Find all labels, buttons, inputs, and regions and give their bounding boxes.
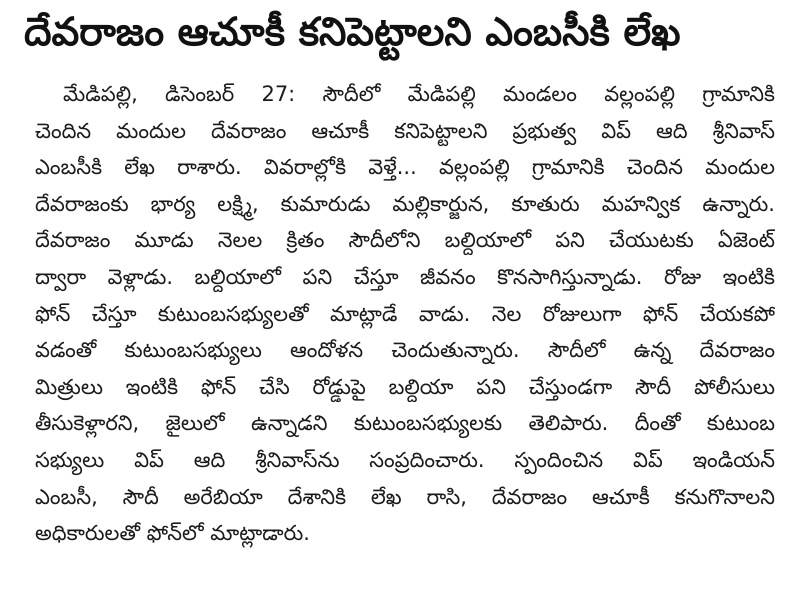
article-line: మేడిపల్లి, డిసెంబర్ 27: సౌదీలో మేడిపల్లి మండలం వల్లంపల్లి గ్రామానికి xyxy=(63,82,775,106)
article-line: ఎంబసీ, సౌదీ అరేబియా దేశానికి లేఖ రాసి, దేవరాజం ఆచూకీ కనుగొనాలని xyxy=(35,484,775,509)
article-line: మిత్రులు ఇంటికి ఫోన్ చేసి రోడ్డుపై బల్దియా పని చేస్తుండగా సౌదీ పోలీసులు xyxy=(35,374,775,399)
article-line: వడంతో కుటుంబసభ్యులు ఆందోళన చెందుతున్నారు. సౌదీలో ఉన్న దేవరాజం xyxy=(35,338,775,363)
article-line: దేవరాజంకు భార్య లక్ష్మి, కుమారుడు మల్లికార్జున, కూతురు మహన్విక ఉన్నారు. xyxy=(35,191,775,216)
article-headline: దేవరాజం ఆచూకీ కనిపెట్టాలని ఎంబసీకి లేఖ xyxy=(24,10,681,55)
article-line: ద్వారా వెళ్లాడు. బల్దియాలో పని చేస్తూ జీవనం కొనసాగిస్తున్నాడు. రోజు ఇంటికి xyxy=(35,264,775,289)
article-line: దేవరాజం మూడు నెలల క్రితం సౌదీలోని బల్దియాలో పని చేయుటకు ఏజెంట్ xyxy=(35,228,775,253)
article-line: అధికారులతో ఫోన్‌లో మాట్లాడారు. xyxy=(35,521,310,546)
article-line: తీసుకెళ్లారని, జైలులో ఉన్నాడని కుటుంబసభ్యులకు తెలిపారు. దీంతో కుటుంబ xyxy=(35,411,775,436)
article-line: సభ్యులు విప్ ఆది శ్రీనివాస్‌ను సంప్రదించారు. స్పందించిన విప్ ఇండియన్ xyxy=(35,447,775,472)
article-line: ఫోన్ చేస్తూ కుటుంబసభ్యులతో మాట్లాడే వాడు. నెల రోజులుగా ఫోన్ చేయకపో xyxy=(35,301,775,326)
article-line: చెందిన మందుల దేవరాజం ఆచూకీ కనిపెట్టాలని ప్రభుత్వ విప్ ఆది శ్రీనివాస్ xyxy=(35,118,775,143)
article-line: ఎంబసీకి లేఖ రాశారు. వివరాల్లోకి వెళ్తే... వల్లంపల్లి గ్రామానికి చెందిన మందుల xyxy=(35,155,775,180)
article-body xyxy=(35,76,775,552)
